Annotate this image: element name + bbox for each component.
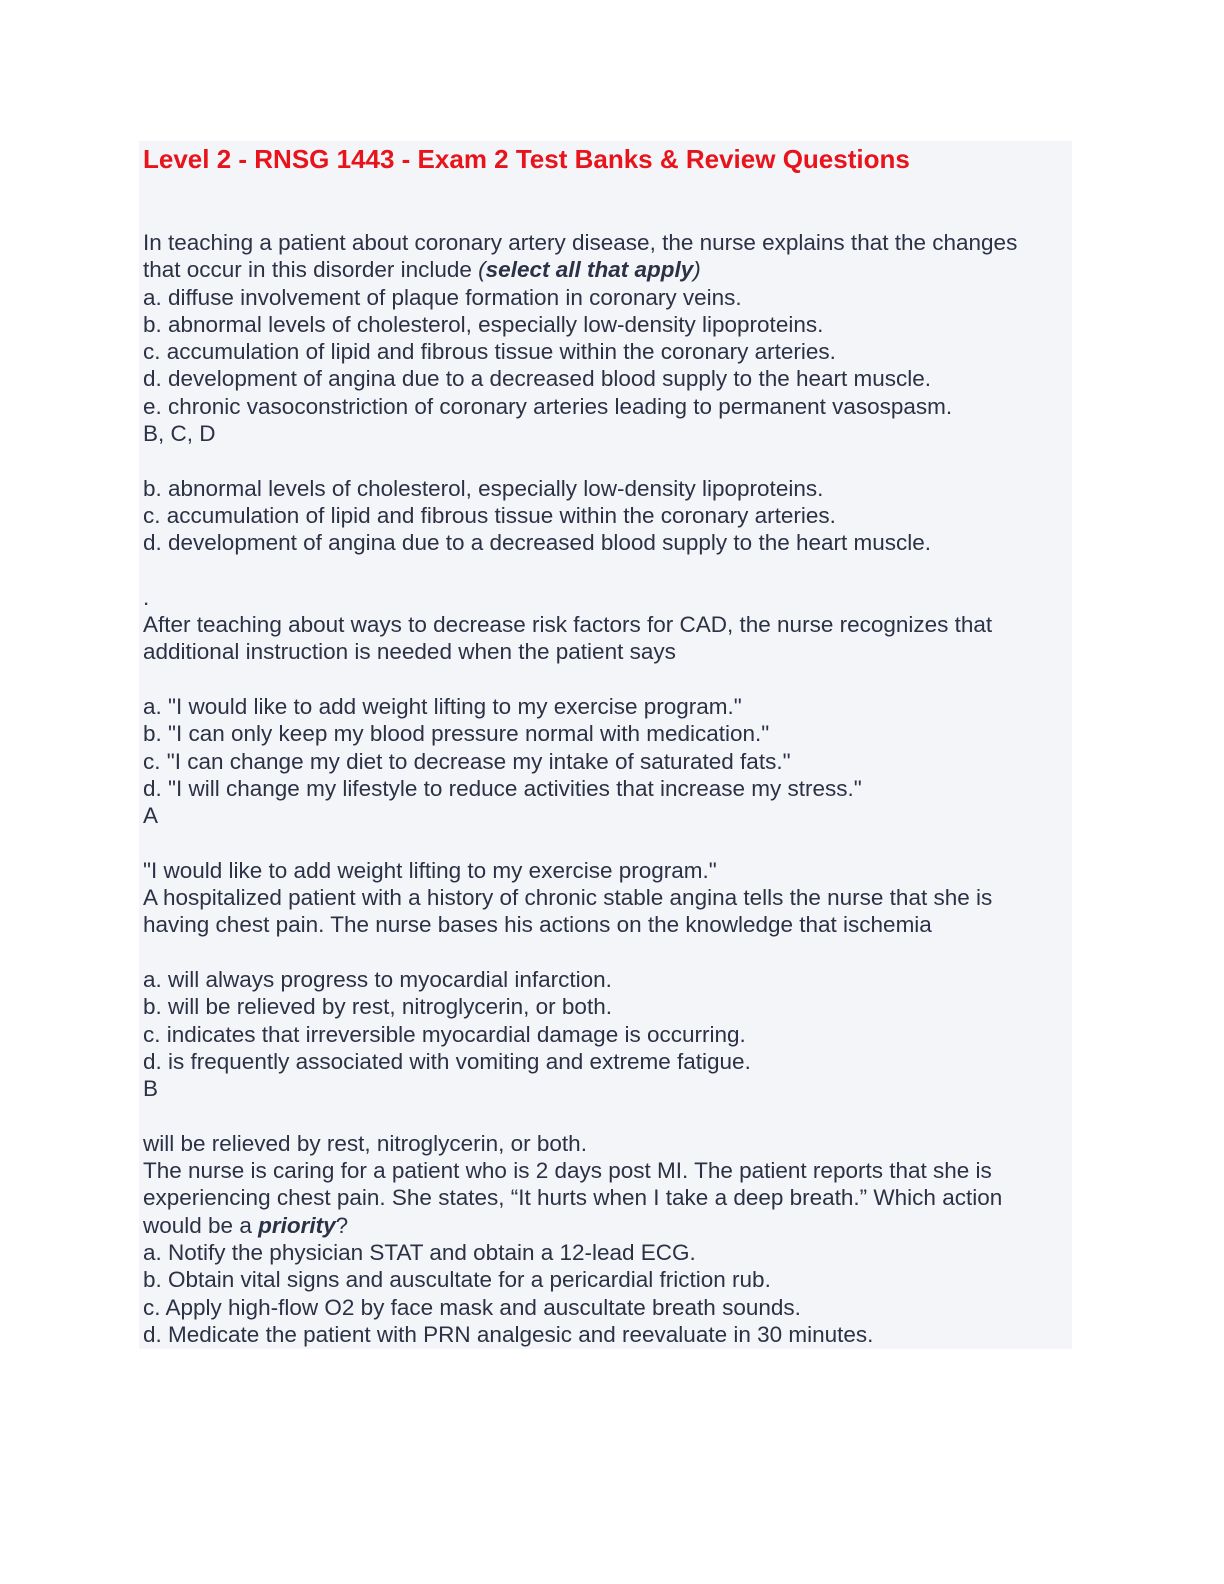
- question-3-option-b: b. will be relieved by rest, nitroglycerin, or both.: [143, 994, 612, 1020]
- question-4-stem-line-3: [143, 1212, 1071, 1239]
- separator-dot: .: [143, 584, 150, 610]
- question-1-option-a: a. diffuse involvement of plaque formation in coronary veins.: [143, 284, 742, 310]
- spacer: [143, 557, 1071, 584]
- question-3-explanation: will be relieved by rest, nitroglycerin, or both.: [143, 1130, 587, 1156]
- question-1-explanation-d: d. development of angina due to a decreased blood supply to the heart muscle.: [143, 530, 932, 556]
- spacer: [143, 939, 1071, 966]
- question-1-paren-open: (: [478, 257, 486, 283]
- question-4-option-d: d. Medicate the patient with PRN analgesic and reevaluate in 30 minutes.: [143, 1321, 874, 1347]
- question-1-stem-line-1: In teaching a patient about coronary artery disease, the nurse explains that the changes: [143, 230, 1018, 255]
- question-3-option-d: d. is frequently associated with vomiting and extreme fatigue.: [143, 1048, 751, 1074]
- question-4-priority-emphasis: priority: [258, 1212, 336, 1238]
- spacer: [143, 830, 1071, 857]
- question-3-stem-line-1: A hospitalized patient with a history of chronic stable angina tells the nurse that she is: [143, 885, 993, 911]
- question-2-option-b: b. "I can only keep my blood pressure normal with medication.": [143, 721, 770, 747]
- question-3-answer: B: [143, 1076, 159, 1102]
- question-4-option-b: b. Obtain vital signs and auscultate for a pericardial friction rub.: [143, 1267, 771, 1293]
- question-2-option-a: a. "I would like to add weight lifting to my exercise program.": [143, 694, 742, 720]
- question-4-stem-suffix: ?: [335, 1212, 349, 1238]
- question-1-option-b: b. abnormal levels of cholesterol, especially low-density lipoproteins.: [143, 311, 824, 337]
- document-body: [143, 229, 1071, 1348]
- question-2-option-d: d. "I will change my lifestyle to reduce activities that increase my stress.": [143, 775, 862, 801]
- question-2-stem-line-2: additional instruction is needed when the patient says: [143, 639, 676, 665]
- question-1-answer: B, C, D: [143, 421, 216, 447]
- question-1-explanation-b: b. abnormal levels of cholesterol, especially low-density lipoproteins.: [143, 475, 824, 501]
- question-2-explanation: "I would like to add weight lifting to my exercise program.": [143, 857, 717, 883]
- question-1-option-d: d. development of angina due to a decreased blood supply to the heart muscle.: [143, 366, 932, 392]
- question-4-stem-text: would be a: [143, 1212, 259, 1238]
- question-1-option-c: c. accumulation of lipid and fibrous tissue within the coronary arteries.: [143, 339, 836, 365]
- question-4-option-a: a. Notify the physician STAT and obtain a 12-lead ECG.: [143, 1239, 696, 1265]
- spacer: [143, 666, 1071, 693]
- question-1-option-e: e. chronic vasoconstriction of coronary arteries leading to permanent vasospasm.: [143, 393, 953, 419]
- question-2-option-c: c. "I can change my diet to decrease my intake of saturated fats.": [143, 748, 791, 774]
- question-2-stem-line-1: After teaching about ways to decrease risk factors for CAD, the nurse recognizes that: [143, 612, 993, 638]
- question-3-option-c: c. indicates that irreversible myocardial damage is occurring.: [143, 1021, 746, 1047]
- question-1-stem-text: that occur in this disorder include: [143, 257, 479, 283]
- question-1-stem-line-2: [143, 256, 1071, 283]
- question-3-stem-line-2: having chest pain. The nurse bases his actions on the knowledge that ischemia: [143, 912, 932, 938]
- question-2-answer: A: [143, 803, 159, 829]
- question-1-select-all-emphasis: select all that apply: [485, 257, 694, 283]
- question-4-stem-line-1: The nurse is caring for a patient who is 2 days post MI. The patient reports that she is: [143, 1158, 992, 1184]
- spacer: [143, 1103, 1071, 1130]
- question-3-option-a: a. will always progress to myocardial infarction.: [143, 967, 612, 993]
- question-1-paren-close: ): [693, 257, 701, 283]
- question-1-explanation-c: c. accumulation of lipid and fibrous tissue within the coronary arteries.: [143, 502, 836, 528]
- spacer: [143, 447, 1071, 474]
- document-title: Level 2 - RNSG 1443 - Exam 2 Test Banks & Review Questions: [143, 144, 910, 174]
- question-4-option-c: c. Apply high-flow O2 by face mask and auscultate breath sounds.: [143, 1294, 801, 1320]
- question-4-stem-line-2: experiencing chest pain. She states, “It hurts when I take a deep breath.” Which action: [143, 1185, 1003, 1211]
